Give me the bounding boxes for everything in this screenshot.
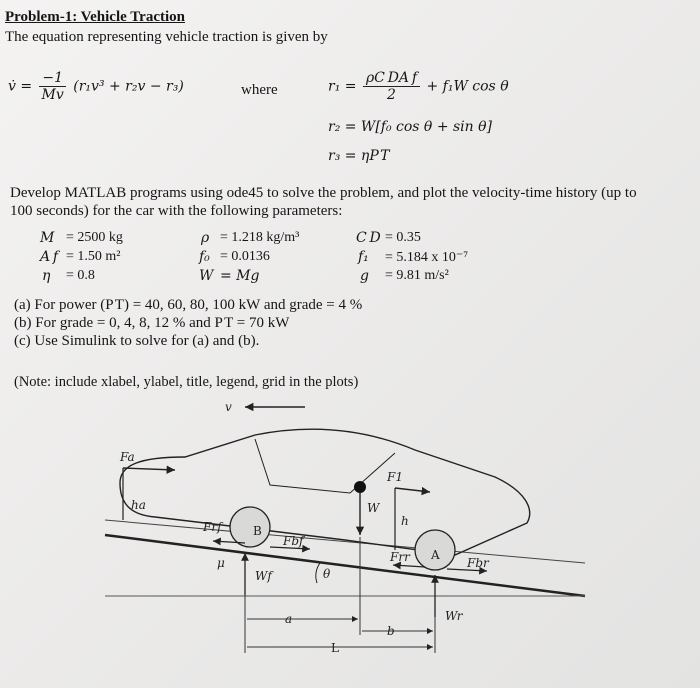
param-symbol: f₀: [199, 249, 210, 265]
r3-equation: r₃ = ηP T: [328, 148, 390, 164]
label-dim-a: a: [285, 612, 293, 626]
r1-rhs: + f₁W cos θ: [426, 78, 509, 95]
param-symbol: A f: [40, 249, 59, 265]
label-frf: Frf: [203, 520, 222, 534]
label-theta: θ: [323, 567, 331, 581]
where-label: where: [241, 82, 278, 98]
param-symbol: W: [199, 268, 214, 284]
param-symbol: η: [42, 268, 51, 284]
label-fbr: Fbr: [467, 556, 489, 570]
label-w: W: [367, 501, 380, 515]
vdot-fraction: [39, 70, 67, 103]
param-symbol: g: [360, 268, 369, 284]
front-wheel: [230, 507, 270, 547]
label-fa: Fa: [120, 450, 135, 464]
intro-text: The equation representing vehicle traction is given by: [5, 29, 328, 45]
r1-lhs: r₁ =: [328, 78, 357, 95]
r1-denominator: 2: [387, 87, 396, 103]
label-b: B: [253, 524, 262, 538]
label-h: h: [401, 514, 409, 528]
task-line-2: 100 seconds) for the car with the following parameters:: [10, 203, 343, 219]
grade-angle-arc: [316, 563, 320, 583]
f1-force-arrow: [395, 488, 430, 492]
item-c: (c) Use Simulink to solve for (a) and (b).: [14, 333, 260, 349]
label-dim-b: b: [387, 624, 395, 638]
vehicle-traction-diagram: [95, 395, 595, 688]
task-line-1: Develop MATLAB programs using ode45 to solve the problem, and plot the velocity-time history (up to: [10, 185, 637, 201]
road-surface: [105, 535, 585, 596]
label-frr: Frr: [390, 550, 410, 564]
param-value: = 1.218 kg/m³: [220, 230, 300, 245]
param-symbol: C D: [356, 230, 381, 246]
label-dim-l: L: [331, 641, 339, 655]
problem-title: Problem-1: Vehicle Traction: [5, 9, 185, 25]
param-symbol: ρ: [201, 230, 210, 246]
label-a: A: [431, 548, 440, 562]
item-b: (b) For grade = 0, 4, 8, 12 % and P T = 70 kW: [14, 315, 290, 331]
vdot-denominator: Mv: [41, 87, 64, 103]
item-a: (a) For power (P T) = 40, 60, 80, 100 kW and grade = 4 %: [14, 297, 363, 313]
param-value: = 9.81 m/s²: [385, 268, 449, 283]
label-wf: Wf: [255, 569, 272, 583]
label-fbf: Fbf: [283, 534, 304, 548]
param-value: = 5.184 x 10⁻⁷: [385, 250, 469, 265]
vdot-numerator: −1: [39, 70, 66, 87]
label-f1: F1: [387, 470, 403, 484]
r1-numerator: ρC DA f: [363, 70, 420, 87]
label-wr: Wr: [445, 609, 463, 623]
param-value: = 1.50 m²: [66, 249, 121, 264]
note-text: (Note: include xlabel, ylabel, title, legend, grid in the plots): [14, 374, 359, 390]
center-of-gravity: [354, 481, 366, 493]
param-value: = 0.8: [66, 268, 95, 283]
param-value: = Mg: [220, 268, 260, 284]
r1-equation: [328, 70, 509, 103]
r2-equation: r₂ = W[f₀ cos θ + sin θ]: [328, 119, 493, 135]
label-ha: ha: [131, 498, 146, 512]
vdot-equation: [8, 70, 184, 103]
param-value: = 0.0136: [220, 249, 270, 264]
grade-line: [105, 520, 585, 563]
param-value: = 2500 kg: [66, 230, 123, 245]
rear-rolling-arrow: [393, 565, 425, 567]
label-mu: μ: [217, 556, 225, 570]
vdot-rhs: (r₁v³ + r₂v − r₃): [73, 78, 184, 95]
vdot-lhs: v̇ =: [8, 78, 33, 95]
aero-force-arrow: [123, 468, 175, 470]
car-body: [120, 429, 530, 555]
param-symbol: f₁: [358, 249, 369, 265]
param-symbol: M: [40, 230, 55, 246]
label-v: v: [225, 400, 232, 414]
window-outline: [255, 439, 395, 493]
r1-fraction: [363, 70, 420, 103]
param-value: = 0.35: [385, 230, 421, 245]
